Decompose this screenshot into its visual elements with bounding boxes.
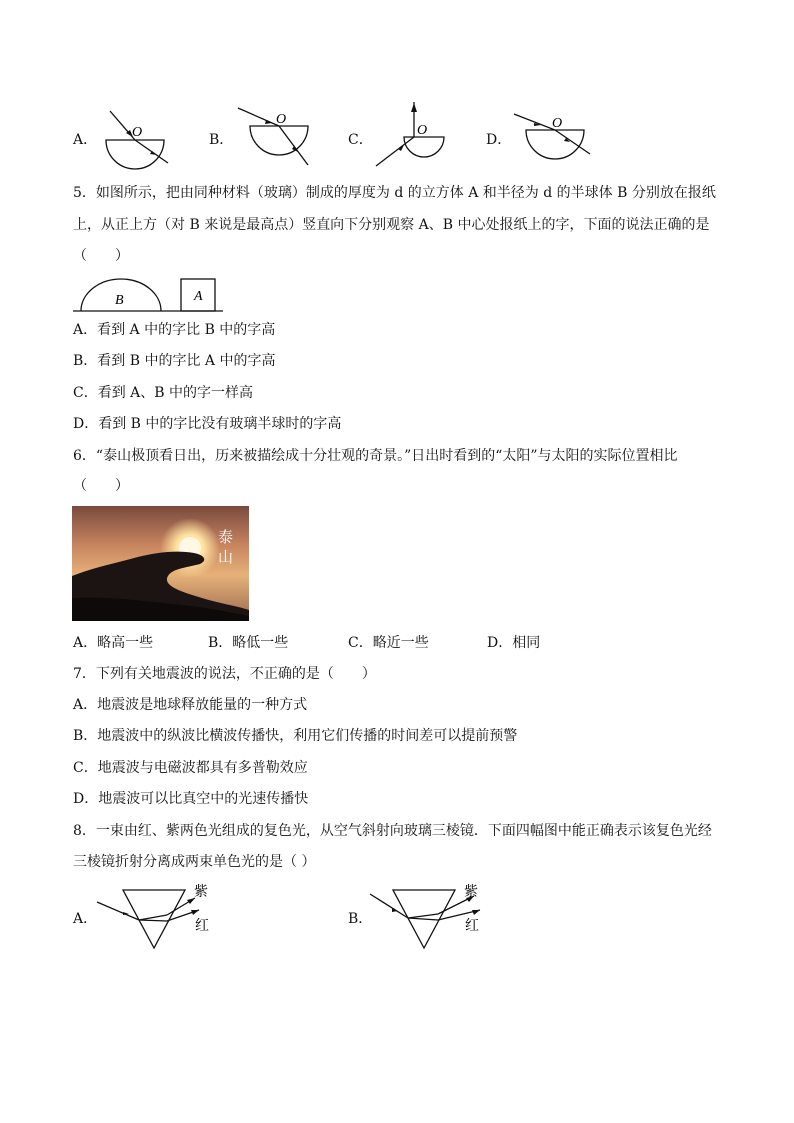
q4-b-circle-o: O bbox=[276, 112, 287, 127]
q8-b-label-red: 红 bbox=[465, 918, 479, 934]
q4-option-d-label[interactable]: D． bbox=[486, 132, 512, 148]
q6-photo-text-2: 山 bbox=[218, 548, 234, 566]
q7-option-c[interactable]: C．地震波与电磁波都具有多普勒效应 bbox=[73, 760, 308, 776]
q8-stem-line-1: 8．一束由红、紫两色光组成的复色光，从空气斜射向玻璃三棱镜．下面四幅图中能正确表示该复色光经 bbox=[73, 823, 712, 839]
q5-option-d[interactable]: D．看到 B 中的字比没有玻璃半球时的字高 bbox=[73, 416, 342, 432]
q4-option-b-label[interactable]: B． bbox=[209, 132, 234, 148]
q8-stem-line-2: 三棱镜折射分离成两束单色光的是（ ） bbox=[73, 854, 316, 870]
q5-stem-line-1: 5．如图所示，把由同种材料（玻璃）制成的厚度为 d 的立方体 A 和半径为 d 的半球体 B 分别放在报纸 bbox=[73, 185, 716, 201]
q5-option-a[interactable]: A．看到 A 中的字比 B 中的字高 bbox=[73, 322, 276, 338]
q5-figure bbox=[73, 275, 233, 315]
q8-option-a-label[interactable]: A． bbox=[73, 911, 98, 927]
q4-option-a-label[interactable]: A． bbox=[73, 132, 98, 148]
q4-option-d-diagram bbox=[512, 108, 602, 168]
q8-a-label-red: 红 bbox=[195, 918, 209, 934]
q6-stem: 6．“泰山极顶看日出，历来被描绘成十分壮观的奇景。”日出时看到的“太阳”与太阳的实际位置相比 bbox=[73, 448, 678, 464]
q4-option-c-label[interactable]: C． bbox=[348, 132, 373, 148]
q6-option-d[interactable]: D．相同 bbox=[487, 635, 541, 651]
q8-option-b-label[interactable]: B． bbox=[348, 911, 373, 927]
q5-figure-label-b: B bbox=[115, 293, 124, 308]
q5-figure-label-a: A bbox=[194, 289, 203, 304]
q4-option-a-diagram bbox=[100, 108, 180, 168]
q4-option-b-diagram bbox=[236, 106, 326, 171]
q5-option-b[interactable]: B．看到 B 中的字比 A 中的字高 bbox=[73, 353, 276, 369]
q4-a-circle-o: O bbox=[132, 125, 143, 140]
q4-c-circle-o: O bbox=[417, 123, 428, 138]
q6-photo-text-1: 泰 bbox=[218, 528, 234, 546]
q4-option-c-diagram bbox=[374, 100, 459, 170]
q8-a-label-purple: 紫 bbox=[194, 884, 208, 900]
q4-d-circle-o: O bbox=[552, 116, 563, 131]
q5-stem-line-2: 上，从正上方（对 B 来说是最高点）竖直向下分别观察 A、B 中心处报纸上的字，下面的说法正确的是 bbox=[73, 217, 710, 233]
q6-option-a[interactable]: A．略高一些 bbox=[73, 635, 154, 651]
q7-option-b[interactable]: B．地震波中的纵波比横波传播快，利用它们传播的时间差可以提前预警 bbox=[73, 728, 518, 744]
q5-paren: （ ） bbox=[73, 248, 129, 264]
q8-b-label-purple: 紫 bbox=[464, 884, 478, 900]
q6-option-b[interactable]: B．略低一些 bbox=[208, 635, 289, 651]
q7-stem: 7．下列有关地震波的说法，不正确的是（ ） bbox=[73, 666, 376, 682]
q7-option-a[interactable]: A．地震波是地球释放能量的一种方式 bbox=[73, 697, 308, 713]
q7-option-d[interactable]: D．地震波可以比真空中的光速传播快 bbox=[73, 791, 309, 807]
q8-option-b-prism bbox=[370, 884, 500, 954]
q6-sunrise-photo bbox=[72, 506, 249, 621]
q8-option-a-prism bbox=[95, 884, 225, 954]
q5-option-c[interactable]: C．看到 A、B 中的字一样高 bbox=[73, 385, 254, 401]
q6-option-c[interactable]: C．略近一些 bbox=[348, 635, 429, 651]
q6-paren: （ ） bbox=[73, 478, 129, 494]
